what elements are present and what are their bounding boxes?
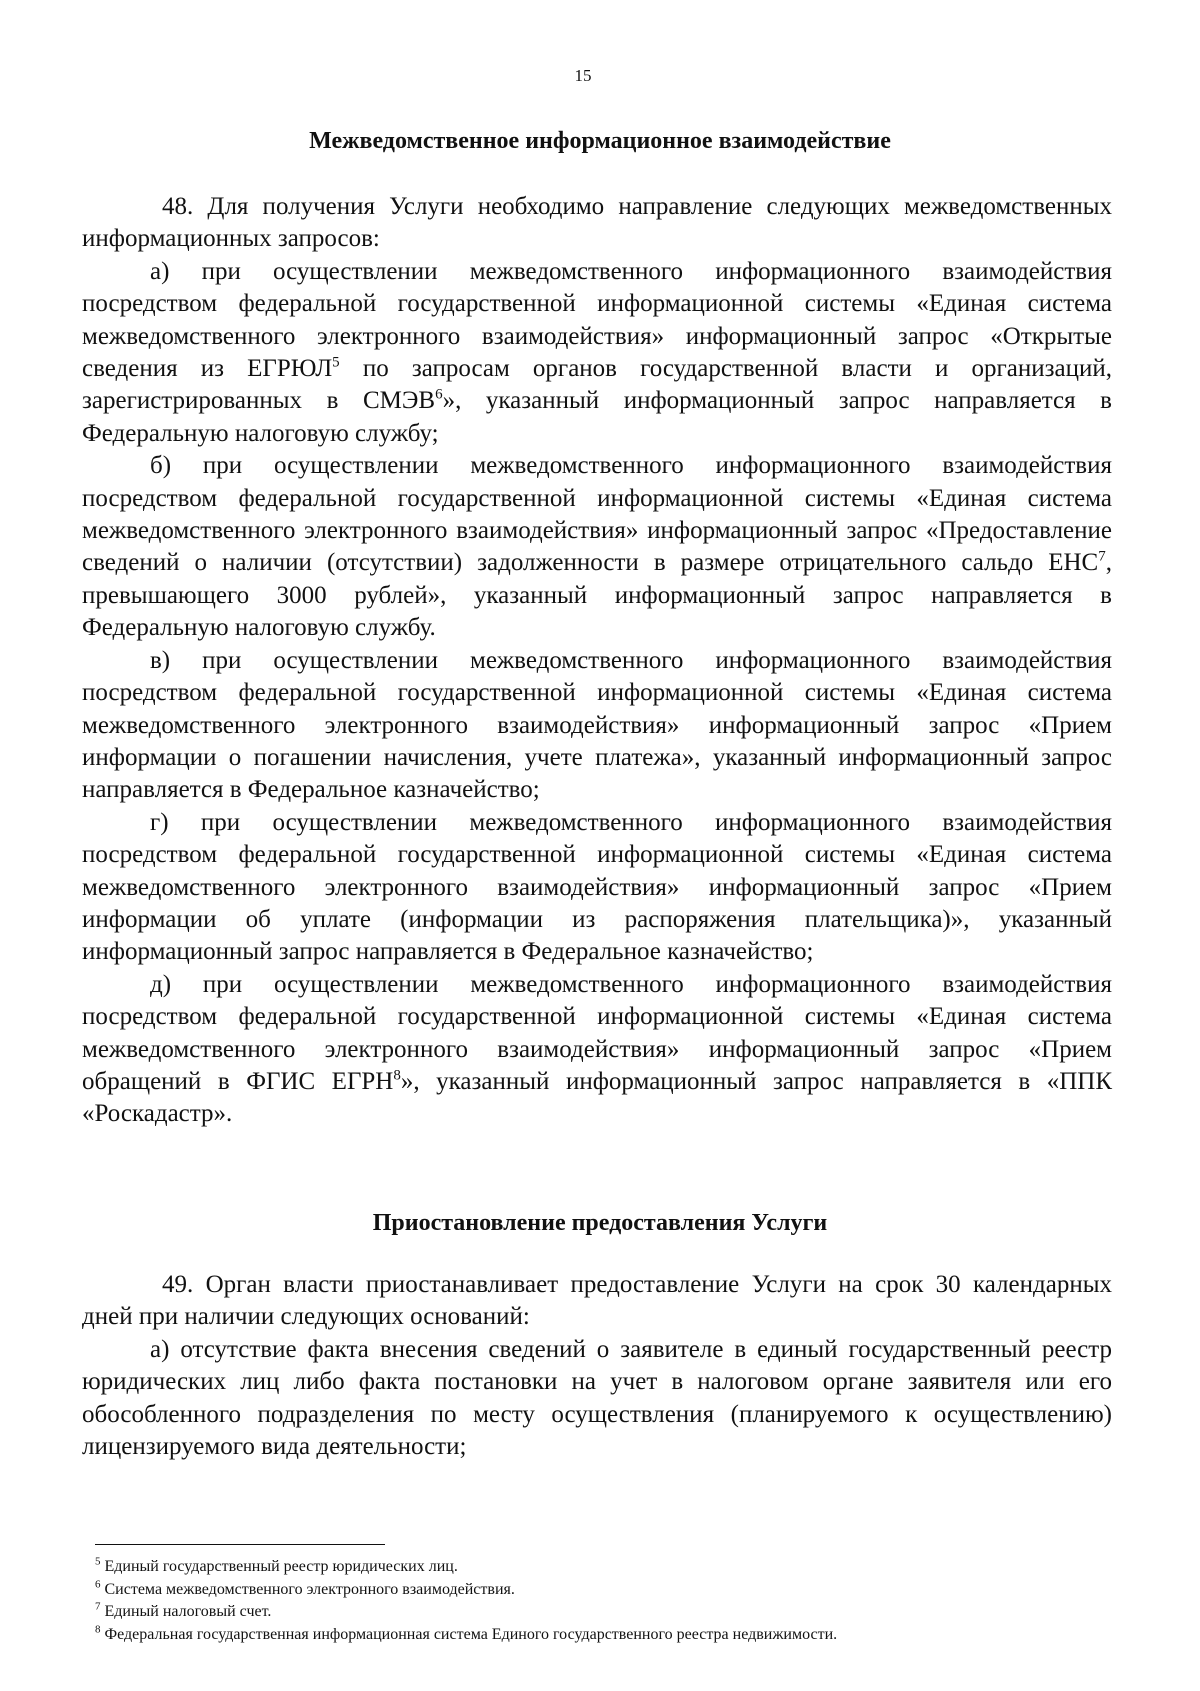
item-b-text-end: , превышающего 3000 рублей», указанный информационный запрос направляется в Федеральную налоговую службу.	[82, 549, 1112, 642]
item-d-text: д) при осуществлении межведомственного информационного взаимодействия посредством федеральной государственной информационной системы «Единая система межведомственного электронного взаимодействия» информационный запрос «Прием обращений в ФГИС ЕГРН	[82, 970, 1112, 1095]
page-number: 15	[574, 66, 592, 85]
item-a-text-end: », указанный информационный запрос направляется в Федеральную налоговую службу;	[82, 387, 1112, 447]
item-a	[82, 256, 1112, 450]
item-v: в) при осуществлении межведомственного информационного взаимодействия посредством федеральной государственной информационной системы «Единая система межведомственного электронного взаимодействия» информационный запрос «Прием информации о погашении начисления, учете платежа», указанный информационный запрос направляется в Федеральное казначейство;	[82, 646, 1112, 804]
section-body-interagency	[82, 191, 1112, 1131]
footnote-divider	[95, 1544, 385, 1545]
footnote-number: 6	[95, 1578, 101, 1591]
footnote-text: Единый государственный реестр юридических лиц.	[104, 1558, 458, 1575]
section-title-interagency: Межведомственное информационное взаимодействие	[309, 128, 891, 154]
section-body-suspension	[82, 1269, 1112, 1463]
paragraph-49: 49. Орган власти приостанавливает предоставление Услуги на срок 30 календарных дней при наличии следующих оснований:	[82, 1271, 1112, 1331]
item-a-text: а) при осуществлении межведомственного информационного взаимодействия посредством федеральной государственной информационной системы «Единая система межведомственного электронного взаимодействия» информационный запрос «Открытые сведения из ЕГРЮЛ	[82, 257, 1112, 383]
footnote-ref-7: 7	[1098, 549, 1106, 566]
item-d-text-end: », указанный информационный запрос направляется в «ППК «Роскадастр».	[82, 1067, 1112, 1128]
item-b	[82, 450, 1112, 644]
footnote-number: 8	[95, 1623, 101, 1636]
footnote-6	[95, 1579, 1105, 1602]
footnotes	[95, 1556, 1105, 1646]
footnote-text: Система межведомственного электронного взаимодействия.	[104, 1580, 515, 1598]
item-b-text: б) при осуществлении межведомственного информационного взаимодействия посредством федеральной государственной информационной системы «Единая система межведомственного электронного взаимодействия» информационный запрос «Предоставление сведений о наличии (отсутствии) задолженности в размере отрицательного сальдо ЕНС	[82, 452, 1112, 577]
suspension-item-a: а) отсутствие факта внесения сведений о заявителе в единый государственный реестр юридических лиц либо факта постановки на учет в налоговом органе заявителя или его обособленного подразделения по месту осуществления (планируемого к осуществлению) лицензируемого вида деятельности;	[82, 1335, 1112, 1461]
item-g: г) при осуществлении межведомственного информационного взаимодействия посредством федеральной государственной информационной системы «Единая система межведомственного электронного взаимодействия» информационный запрос «Прием информации об уплате (информации из распоряжения плательщика)», указанный информационный запрос направляется в Федеральное казначейство;	[82, 808, 1112, 966]
footnote-number: 7	[95, 1600, 101, 1613]
item-d	[82, 969, 1112, 1131]
footnote-text: Единый налоговый счет.	[104, 1603, 272, 1620]
footnote-7	[95, 1601, 1105, 1624]
footnote-text: Федеральная государственная информационная система Единого государственного реестра недвижимости.	[104, 1625, 838, 1643]
footnote-8	[95, 1624, 1105, 1647]
footnote-number: 5	[95, 1555, 101, 1568]
footnote-ref-5: 5	[332, 354, 340, 371]
footnote-ref-8: 8	[393, 1067, 401, 1084]
item-a-text-mid: по запросам органов государственной власти и организаций, зарегистрированных в СМЭВ	[82, 355, 1112, 415]
footnote-5	[95, 1556, 1105, 1579]
section-title-suspension: Приостановление предоставления Услуги	[372, 1210, 828, 1236]
footnote-ref-6: 6	[435, 387, 443, 404]
paragraph-48: 48. Для получения Услуги необходимо направление следующих межведомственных информационных запросов:	[82, 193, 1112, 253]
